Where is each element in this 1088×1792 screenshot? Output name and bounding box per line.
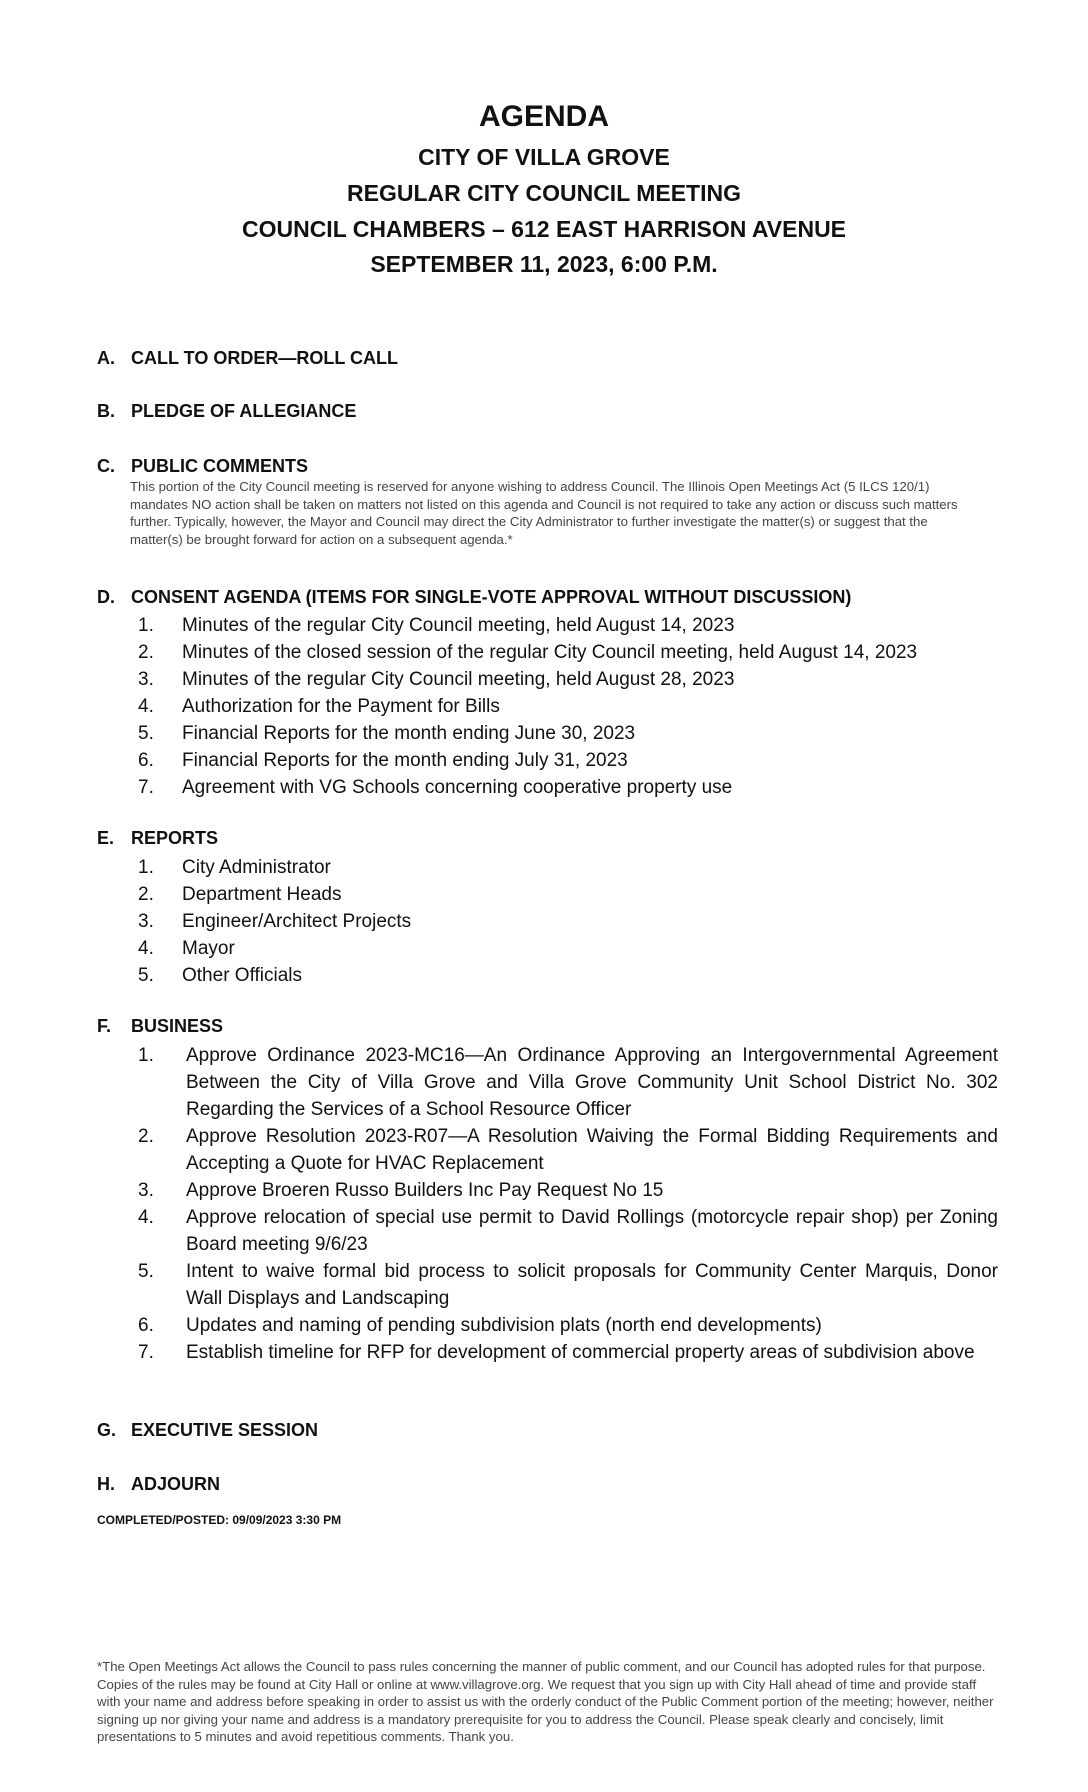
item-number: 2. xyxy=(138,642,154,663)
section-f-heading xyxy=(97,1016,223,1037)
item-text: Updates and naming of pending subdivision plats (north end developments) xyxy=(186,1315,822,1336)
section-title: BUSINESS xyxy=(131,1016,224,1036)
item-text: City Administrator xyxy=(182,857,331,878)
public-comments-description: This portion of the City Council meeting is reserved for anyone wishing to address Council. The Illinois Open Meetings Act (5 ILCS 120/1) mandates NO action shall be taken on matters not listed on this agenda and Council is not required to take any action or discuss such matters further. Typically, however, the Mayor and Council may direct the City Administrator to further investigate the matter(s) or suggest that the matter(s) be brought forward for action on a subsequent agenda.* xyxy=(130,479,958,547)
footnote: *The Open Meetings Act allows the Council to pass rules concerning the manner of public comment, and our Council has adopted rules for that purpose. Copies of the rules may be found at City Hall or online at www.villagrove.org. We request that you sign up with City Hall ahead of time and provide staff with your name and address before speaking in order to assist us with the orderly conduct of the Public Comment portion of the meeting; however, neither signing up nor giving your name and address is a mandatory prerequisite for you to address the Council. Please speak clearly and concisely, limit presentations to 5 minutes and avoid repetitious comments. Thank you. xyxy=(97,1659,994,1744)
item-text: Approve Ordinance 2023-MC16—An Ordinance Approving an Intergovernmental Agreement Between the City of Villa Grove and Villa Grove Community Unit School District No. 302 Regarding the Services of a School Resource Officer xyxy=(186,1045,998,1120)
section-e-heading xyxy=(97,828,218,849)
item-text: Department Heads xyxy=(182,884,342,905)
section-title: EXECUTIVE SESSION xyxy=(131,1420,319,1440)
item-number: 6. xyxy=(138,750,154,771)
section-title: CALL TO ORDER—ROLL CALL xyxy=(131,348,398,368)
item-text: Establish timeline for RFP for development of commercial property areas of subdivision above xyxy=(186,1342,975,1363)
item-number: 5. xyxy=(138,1261,154,1282)
item-text: Approve relocation of special use permit to David Rollings (motorcycle repair shop) per Zoning Board meeting 9/6/23 xyxy=(186,1207,998,1255)
section-letter: A. xyxy=(97,348,115,368)
item-text: Financial Reports for the month ending June 30, 2023 xyxy=(182,723,636,744)
item-number: 1. xyxy=(138,1045,154,1066)
section-title: PLEDGE OF ALLEGIANCE xyxy=(131,401,357,421)
item-text: Financial Reports for the month ending July 31, 2023 xyxy=(182,750,628,771)
item-number: 3. xyxy=(138,911,154,932)
item-number: 7. xyxy=(138,1342,154,1363)
section-letter: F. xyxy=(97,1016,112,1036)
item-text: Intent to waive formal bid process to solicit proposals for Community Center Marquis, Donor Wall Displays and Landscaping xyxy=(186,1261,998,1309)
city-name: CITY OF VILLA GROVE xyxy=(418,144,670,170)
section-letter: C. xyxy=(97,456,115,476)
section-h-heading xyxy=(97,1474,220,1495)
item-text: Approve Broeren Russo Builders Inc Pay Request No 15 xyxy=(186,1180,664,1201)
item-number: 5. xyxy=(138,965,154,986)
section-letter: H. xyxy=(97,1474,115,1494)
section-title: ADJOURN xyxy=(131,1474,221,1494)
item-number: 4. xyxy=(138,938,154,959)
section-title: REPORTS xyxy=(131,828,219,848)
section-a-heading xyxy=(97,348,398,369)
item-number: 4. xyxy=(138,696,154,717)
item-text: Mayor xyxy=(182,938,235,959)
item-text: Minutes of the closed session of the regular City Council meeting, held August 14, 2023 xyxy=(182,642,918,663)
meeting-type: REGULAR CITY COUNCIL MEETING xyxy=(347,180,741,206)
section-letter: B. xyxy=(97,401,115,421)
item-number: 4. xyxy=(138,1207,154,1228)
section-title: PUBLIC COMMENTS xyxy=(131,456,308,476)
item-text: Minutes of the regular City Council meeting, held August 28, 2023 xyxy=(182,669,735,690)
item-text: Minutes of the regular City Council meeting, held August 14, 2023 xyxy=(182,615,735,636)
item-number: 2. xyxy=(138,884,154,905)
item-number: 5. xyxy=(138,723,154,744)
item-number: 1. xyxy=(138,857,154,878)
item-number: 3. xyxy=(138,669,154,690)
item-text: Agreement with VG Schools concerning cooperative property use xyxy=(182,777,733,798)
meeting-location: COUNCIL CHAMBERS – 612 EAST HARRISON AVENUE xyxy=(241,216,847,242)
item-number: 1. xyxy=(138,615,154,636)
posted-timestamp: COMPLETED/POSTED: 09/09/2023 3:30 PM xyxy=(97,1513,342,1527)
section-letter: E. xyxy=(97,828,115,848)
item-number: 2. xyxy=(138,1126,154,1147)
section-c-heading xyxy=(97,456,308,477)
item-number: 7. xyxy=(138,777,154,798)
section-b-heading xyxy=(97,401,356,422)
item-text: Other Officials xyxy=(182,965,303,986)
section-letter: G. xyxy=(97,1420,117,1440)
item-text: Engineer/Architect Projects xyxy=(182,911,412,932)
item-text: Authorization for the Payment for Bills xyxy=(182,696,500,717)
item-text: Approve Resolution 2023-R07—A Resolution Waiving the Formal Bidding Requirements and Accepting a Quote for HVAC Replacement xyxy=(186,1126,998,1174)
meeting-datetime: SEPTEMBER 11, 2023, 6:00 P.M. xyxy=(370,251,718,277)
item-number: 6. xyxy=(138,1315,154,1336)
section-g-heading xyxy=(97,1420,318,1441)
section-letter: D. xyxy=(97,587,115,607)
agenda-title: AGENDA xyxy=(478,100,609,133)
section-title: CONSENT AGENDA (ITEMS FOR SINGLE-VOTE APPROVAL WITHOUT DISCUSSION) xyxy=(131,587,852,607)
section-d-heading xyxy=(97,587,851,608)
item-number: 3. xyxy=(138,1180,154,1201)
